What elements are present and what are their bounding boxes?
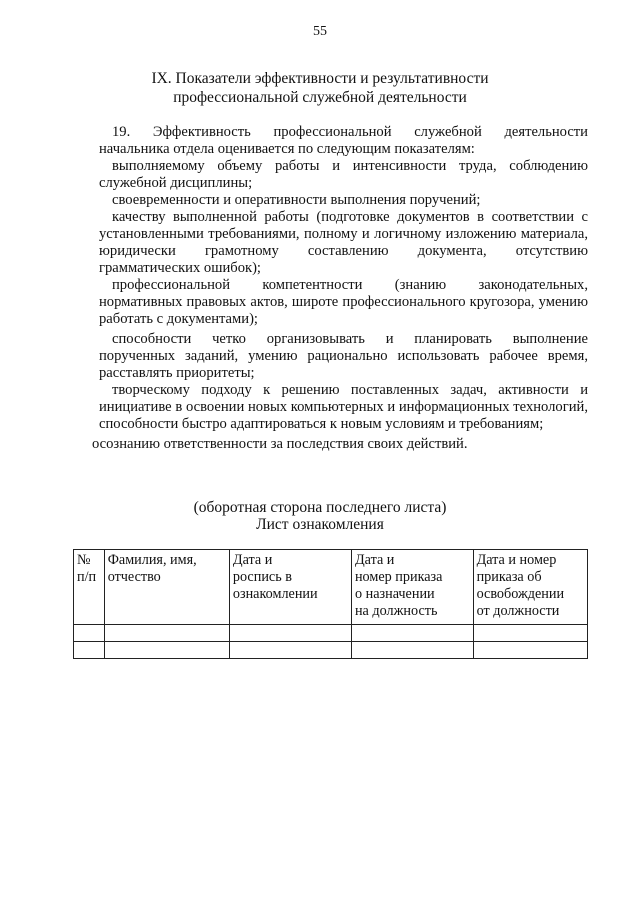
table-cell xyxy=(229,625,351,642)
paragraph-line: способности быстро адаптироваться к новым условиям и требованиям; xyxy=(99,416,544,432)
table-header-cell xyxy=(74,550,105,625)
paragraph-line: профессиональной компетентности (знанию законодательных, xyxy=(112,277,588,293)
paragraph-line: работать с документами); xyxy=(99,311,258,327)
paragraph-line: грамматических ошибок); xyxy=(99,260,261,276)
header-dismissal-order: Дата и номер приказа об освобождении от должности xyxy=(476,552,565,619)
table-header-cell xyxy=(473,550,587,625)
paragraph-line: юридически грамотному составлению документа, отсутствию xyxy=(99,243,588,259)
header-number: № п/п xyxy=(77,552,97,585)
table-header-row xyxy=(74,550,588,625)
table-header-cell xyxy=(229,550,351,625)
paragraph-line: установленными требованиями, полному и логичному изложению материала, xyxy=(99,226,588,242)
section-title-line2: профессиональной служебной деятельности xyxy=(173,89,467,106)
header-full-name: Фамилия, имя, отчество xyxy=(107,552,197,585)
acquaintance-table xyxy=(73,549,588,659)
table-cell xyxy=(104,625,229,642)
table-row xyxy=(74,642,588,659)
table-cell xyxy=(104,642,229,659)
table-row xyxy=(74,625,588,642)
paragraph-line: осознанию ответственности за последствия своих действий. xyxy=(92,436,468,452)
paragraph-line: порученных заданий, умению рационально использовать рабочее время, xyxy=(99,348,588,364)
paragraph-line: выполняемому объему работы и интенсивности труда, соблюдению xyxy=(112,158,588,174)
header-appointment-order: Дата и номер приказа о назначении на должность xyxy=(354,552,443,619)
header-acquaintance-date: Дата и роспись в ознакомлении xyxy=(232,552,318,602)
table-cell xyxy=(229,642,351,659)
appendix-title: Лист ознакомления xyxy=(256,516,384,533)
table-cell xyxy=(74,642,105,659)
paragraph-line: 19. Эффективность профессиональной служебной деятельности xyxy=(112,124,588,140)
paragraph-line: расставлять приоритеты; xyxy=(99,365,255,381)
table-cell xyxy=(351,642,473,659)
paragraph-line: творческому подходу к решению поставленных задач, активности и xyxy=(112,382,588,398)
table-cell xyxy=(351,625,473,642)
appendix-note: (оборотная сторона последнего листа) xyxy=(193,499,447,516)
page-number: 55 xyxy=(313,24,327,39)
table-cell xyxy=(74,625,105,642)
paragraph-line: служебной дисциплины; xyxy=(99,175,253,191)
table-cell xyxy=(473,642,587,659)
paragraph-line: качеству выполненной работы (подготовке документов в соответствии с xyxy=(112,209,588,225)
paragraph-line: начальника отдела оценивается по следующим показателям: xyxy=(99,141,475,157)
paragraph-line: нормативных правовых актов, широте профессионального кругозора, умению xyxy=(99,294,588,310)
paragraph-line: инициативе в освоении новых компьютерных и информационных технологий, xyxy=(99,399,588,415)
paragraph-line: способности четко организовывать и планировать выполнение xyxy=(112,331,588,347)
section-title-line1: IX. Показатели эффективности и результативности xyxy=(151,70,489,87)
table-cell xyxy=(473,625,587,642)
table-header-cell xyxy=(104,550,229,625)
paragraph-line: своевременности и оперативности выполнения поручений; xyxy=(112,192,481,208)
table-header-cell xyxy=(351,550,473,625)
